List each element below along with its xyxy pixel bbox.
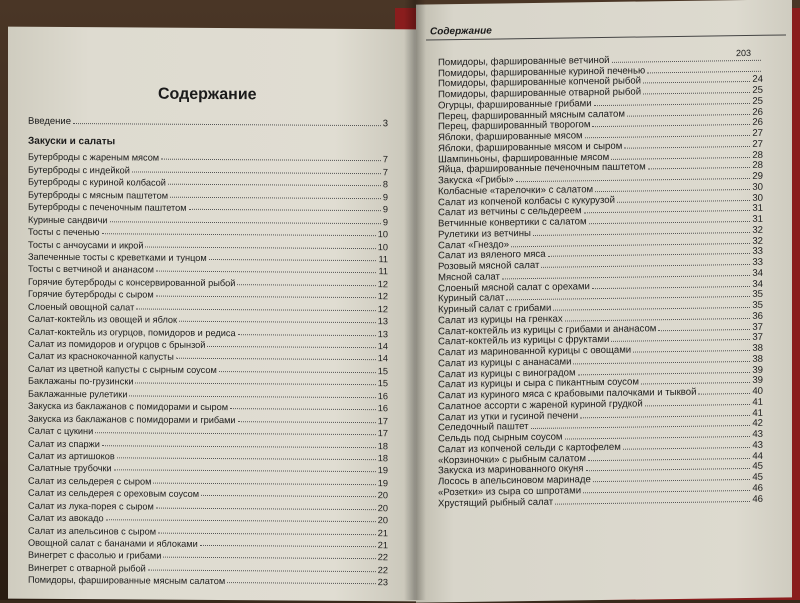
dot-leader [592, 285, 750, 288]
toc-entry-label: Яблоки, фаршированные мясом и сыром [438, 140, 623, 155]
toc-entry-label: Салат из краснокочанной капусты [28, 351, 174, 363]
dot-leader [645, 404, 751, 406]
toc-entry-page: 10 [377, 229, 388, 240]
toc-entry-page: 20 [377, 490, 388, 501]
dot-leader [533, 232, 750, 236]
toc-entry-page: 33 [752, 256, 763, 268]
toc-entry-page: 15 [377, 378, 388, 389]
toc-entry-page: 46 [752, 482, 763, 494]
toc-entry-label: Лосось в апельсиновом маринаде [438, 474, 591, 488]
dot-leader [584, 210, 751, 213]
toc-entry-page: 9 [382, 216, 388, 227]
toc-entry-page: 9 [382, 191, 388, 202]
toc-entry-page: 21 [377, 527, 388, 538]
toc-entry-label: Салат из сельдерея с ореховым соусом [28, 487, 200, 500]
dot-leader [156, 507, 376, 510]
dot-leader [611, 339, 750, 342]
toc-entry-page: 18 [377, 453, 388, 464]
toc-entry-page: 30 [752, 192, 763, 204]
toc-entry-label: Бутерброды с индейкой [28, 164, 130, 176]
toc-entry-label: Введение [28, 115, 72, 128]
right-page [416, 0, 792, 603]
toc-entry-label: Яйца, фаршированные печеночным паштетом [438, 161, 646, 176]
dot-leader [110, 221, 381, 224]
toc-entry-page: 26 [752, 117, 763, 129]
toc-entry-label: Баклажаны по-грузински [28, 376, 134, 387]
toc-entry-label: Салат из куриного мяса с крабовыми палочками и тыквой [438, 386, 697, 402]
dot-leader [565, 318, 751, 322]
dot-leader [156, 271, 376, 274]
toc-entry-page: 12 [377, 303, 388, 314]
toc-entry-label: Помидоры, фаршированные копченой рыбой [438, 75, 642, 90]
dot-leader [643, 92, 750, 94]
toc-entry-page: 9 [382, 204, 388, 215]
toc-entry [28, 573, 388, 588]
toc-entry-label: «Розетки» из сыра со шпротами [438, 485, 582, 499]
toc-entry-page: 12 [377, 278, 388, 290]
dot-leader [633, 350, 750, 353]
toc-entry-label: Салат из цветной капусты с сырным соусом [28, 363, 217, 375]
running-head: Содержание [430, 25, 492, 38]
toc-entry-label: Салат-коктейль из курицы с фруктами [438, 334, 610, 348]
dot-leader [176, 358, 376, 360]
toc-entry-label: Салат из курицы с виноградом [438, 366, 576, 380]
toc-entry-label: Салат из лука-порея с сыром [28, 500, 154, 512]
toc-entry-label: Салат-коктейль из курицы с грибами и ананасом [438, 322, 657, 337]
toc-entry-label: Хрустящий рыбный салат [438, 496, 554, 509]
toc-entry-page: 24 [752, 74, 763, 86]
dot-leader [648, 167, 751, 169]
toc-entry-label: Винегрет с отварной рыбой [28, 562, 146, 574]
dot-leader [114, 470, 376, 473]
toc-entry-label: Закуска из маринованного окуня [438, 463, 584, 477]
dot-leader [219, 371, 376, 373]
toc-entry-page: 31 [752, 203, 763, 215]
toc-entry-page: 25 [752, 84, 763, 96]
toc-entry-page: 10 [377, 241, 388, 252]
dot-leader [237, 284, 375, 286]
dot-leader [145, 246, 375, 249]
toc-entry-page: 33 [752, 246, 763, 258]
toc-entry-label: Салат-коктейль из овощей и яблок [28, 313, 178, 325]
toc-entry [28, 411, 388, 426]
dot-leader [643, 81, 750, 83]
dot-leader [106, 519, 376, 522]
toc-entry-label: Салат из копченой колбасы с кукурузой [438, 194, 615, 208]
toc-entry-label: Закуска «Грибы» [438, 174, 514, 187]
toc-entry-label: Баклажанные рулетики [28, 388, 128, 400]
book-spine-shadow [404, 0, 426, 600]
toc-entry-page: 20 [377, 515, 388, 526]
toc-entry-label: Салат из курицы с ананасами [438, 356, 572, 370]
toc-entry-page: 14 [377, 353, 388, 364]
toc-entry-page: 27 [752, 127, 763, 139]
dot-leader [156, 296, 376, 299]
toc-entry-label: Салат из спаржи [28, 438, 100, 449]
toc-entry-page: 46 [752, 493, 763, 505]
toc-entry-page: 19 [377, 477, 388, 489]
toc-entry-label: Розовый мясной салат [438, 259, 540, 273]
toc-entry-label: Салатное ассорти с жареной куриной грудкой [438, 398, 643, 413]
dot-leader [135, 383, 375, 386]
toc-entry-label: Тосты с печенью [28, 226, 100, 238]
dot-leader [189, 209, 381, 211]
dot-leader [553, 307, 750, 311]
toc-entry-label: Помидоры, фаршированные отварной рыбой [438, 86, 642, 101]
dot-leader [627, 113, 750, 116]
toc-entry-label: Закуска из баклажанов с помидорами и сыром [28, 400, 229, 413]
dot-leader [548, 253, 751, 257]
toc-title: Содержание [158, 85, 257, 104]
dot-leader [541, 264, 750, 268]
dot-leader [117, 457, 376, 460]
dot-leader [73, 123, 381, 126]
toc-entry-label: Бутерброды с печеночным паштетом [28, 201, 187, 214]
toc-entry-page: 7 [382, 154, 388, 165]
toc-entry-label: Шампиньоны, фаршированные мясом [438, 151, 610, 165]
toc-entry-page: 17 [377, 415, 388, 426]
toc-entry-label: Салат из сельдерея с сыром [28, 475, 152, 487]
toc-entry-label: Салат из ветчины с сельдереем [438, 205, 582, 219]
toc-entry-page: 22 [377, 565, 388, 576]
toc-entry [28, 274, 388, 289]
toc-entry-page: 16 [377, 390, 388, 401]
dot-leader [238, 334, 376, 336]
toc-entry-page: 21 [377, 540, 388, 551]
toc-entry-label: Салат с цукини [28, 425, 94, 437]
dot-leader [623, 447, 750, 450]
toc-entry-page: 29 [752, 170, 763, 182]
dot-leader [594, 103, 751, 106]
toc-entry-label: Помидоры, фаршированные ветчиной [438, 54, 610, 69]
dot-leader [136, 308, 375, 311]
toc-entry-label: Куриный салат [438, 292, 505, 305]
dot-leader [595, 189, 750, 192]
toc-entry-page: 8 [382, 179, 388, 190]
toc-entry-page: 25 [752, 95, 763, 107]
toc-entry-label: Овощной салат с бананами и яблоками [28, 537, 198, 549]
toc-entry-label: Бутерброды с куриной колбасой [28, 177, 166, 188]
toc-entry-label: Бутерброды с мясным паштетом [28, 189, 169, 201]
toc-entry-page: 14 [377, 341, 388, 352]
dot-leader [580, 414, 750, 417]
toc-entry-page: 28 [752, 160, 763, 172]
toc-entry-page: 17 [377, 428, 388, 439]
left-page [8, 27, 416, 602]
dot-leader [132, 171, 381, 174]
toc-entry-page: 34 [752, 278, 763, 290]
dot-leader [658, 328, 750, 330]
toc-entry-page: 12 [377, 291, 388, 302]
toc-entry-page: 39 [752, 375, 763, 387]
toc-entry-page: 43 [752, 439, 763, 451]
toc-entry-label: Рулетики из ветчины [438, 227, 531, 241]
toc-entry [28, 361, 388, 376]
toc-entry-label: Ветчинные конвертики с салатом [438, 216, 587, 230]
toc-entry-label: Яблоки, фаршированные мясом [438, 130, 583, 144]
dot-leader [578, 371, 751, 374]
toc-entry-label: Салат из копченой сельди с картофелем [438, 441, 621, 456]
toc-entry-page: 30 [752, 181, 763, 193]
toc-entry [28, 324, 388, 339]
dot-leader [593, 479, 751, 482]
toc-entry-label: «Корзиночки» с рыбным салатом [438, 452, 586, 466]
dot-leader [573, 361, 750, 364]
dot-leader [624, 146, 750, 149]
dot-leader [200, 545, 376, 547]
toc-entry-label: Салат из артишоков [28, 450, 115, 462]
toc-entry-page: 19 [377, 465, 388, 476]
toc-entry-page: 11 [378, 266, 388, 277]
toc-entry-page: 41 [752, 407, 763, 419]
toc-entry-label: Слоеный овощной салат [28, 301, 135, 313]
toc-entry-label: Перец, фаршированный творогом [438, 119, 591, 133]
toc-entry-label: Куриный салат с грибами [438, 302, 552, 316]
dot-leader [95, 432, 376, 435]
toc-entry-page: 41 [752, 396, 763, 408]
toc-entry-label: Салат «Гнездо» [438, 238, 510, 251]
toc-entry-label: Бутерброды с жареным мясом [28, 152, 160, 164]
toc-entry-label: Салат-коктейль из огурцов, помидоров и редиса [28, 326, 236, 338]
toc-entry-page: 15 [377, 366, 388, 377]
toc-entry-label: Огурцы, фаршированные грибами [438, 97, 592, 112]
toc-entry-label: Тосты с анчоусами и икрой [28, 239, 144, 251]
toc-entry-label: Салат из маринованной курицы с овощами [438, 344, 632, 359]
page-number: 203 [736, 47, 752, 59]
dot-leader [617, 199, 750, 202]
dot-leader [238, 421, 376, 423]
toc-entry-label: Горячие бутерброды с консервированной рыбой [28, 276, 236, 288]
dot-leader [698, 393, 750, 395]
dot-leader [612, 60, 761, 63]
toc-entry-page: 32 [752, 235, 763, 247]
toc-entry-label: Салат из курицы и сыра с пикантным соусом [438, 376, 639, 391]
toc-entry-page: 40 [752, 385, 763, 397]
toc-entry-page: 26 [752, 106, 763, 118]
toc-entry-page: 23 [377, 577, 388, 588]
toc-entry-label: Запеченные тосты с креветками и тунцом [28, 251, 207, 263]
toc-entry-label: Горячие бутерброды с сыром [28, 288, 154, 300]
toc-entry-page: 39 [752, 364, 763, 376]
dot-leader [589, 221, 751, 224]
toc-entry-label: Салат из вяленого мяса [438, 249, 546, 262]
dot-leader [586, 468, 751, 471]
dot-leader [129, 395, 375, 398]
right-entry-list [438, 53, 763, 509]
toc-entry-label: Салат из утки и гусиной печени [438, 409, 579, 423]
toc-entry-page: 20 [377, 502, 388, 513]
dot-leader [641, 382, 750, 385]
toc-entry-label: Мясной салат [438, 271, 500, 284]
dot-leader [209, 259, 377, 261]
toc-entry-page: 45 [752, 461, 763, 473]
toc-entry-label: Салат из курицы на гренках [438, 313, 563, 327]
dot-leader [161, 159, 381, 162]
dot-leader [227, 582, 376, 584]
left-entry-list [28, 150, 388, 588]
toc-entry-label: Салат из авокадо [28, 512, 104, 524]
toc-entry-page: 42 [752, 418, 763, 430]
toc-entry-page: 44 [752, 450, 763, 462]
toc-entry-page: 36 [752, 310, 763, 322]
toc-entry-label: Салат из апельсинов с сыром [28, 525, 157, 537]
toc-entry-label: Салатные трубочки [28, 463, 112, 474]
toc-entry-page: 35 [752, 289, 763, 301]
toc-entry-label: Колбасные «тарелочки» с салатом [438, 183, 594, 198]
dot-leader [168, 184, 381, 186]
toc-entry-page: 22 [377, 552, 388, 563]
toc-entry-page: 13 [377, 316, 388, 327]
dot-leader [230, 408, 376, 410]
toc-entry-label: Сельдь под сырным соусом [438, 431, 563, 445]
toc-entry-page: 37 [752, 321, 763, 333]
toc-entry-page: 16 [377, 403, 388, 414]
dot-leader [565, 436, 751, 440]
toc-entry-label: Помидоры, фаршированные куриной печенью [438, 64, 646, 79]
toc-entry-page: 11 [378, 254, 388, 265]
toc-entry-label: Салат из помидоров и огурцов с брынзой [28, 338, 206, 350]
toc-entry-page: 35 [752, 299, 763, 311]
toc-entry [28, 115, 388, 130]
toc-entry-page: 32 [752, 224, 763, 236]
dot-leader [207, 346, 375, 348]
toc-entry-label: Винегрет с фасолью и грибами [28, 550, 162, 562]
toc-entry-label: Слоеный мясной салат с орехами [438, 280, 590, 294]
toc-entry-page: 28 [752, 149, 763, 161]
section-heading: Закуски и салаты [28, 135, 116, 148]
dot-leader [179, 321, 376, 323]
dot-leader [585, 135, 751, 138]
dot-leader [153, 482, 375, 485]
toc-entry-page: 37 [752, 332, 763, 344]
dot-leader [588, 457, 750, 460]
toc-entry-page: 38 [752, 342, 763, 354]
dot-leader [163, 557, 375, 559]
toc-entry-page: 3 [382, 118, 388, 130]
dot-leader [647, 70, 761, 73]
dot-leader [592, 124, 750, 127]
dot-leader [148, 569, 376, 572]
dot-leader [158, 532, 376, 535]
toc-entry-page: 13 [377, 328, 388, 339]
dot-leader [102, 233, 376, 236]
dot-leader [611, 156, 750, 159]
toc-entry-page: 31 [752, 213, 763, 225]
toc-entry-label: Селедочный паштет [438, 421, 529, 434]
dot-leader [555, 500, 750, 504]
intro-entry-list [28, 115, 388, 130]
toc-entry-page: 27 [752, 138, 763, 150]
toc-entry-page: 34 [752, 267, 763, 279]
dot-leader [583, 490, 750, 493]
toc-entry-label: Куриные сандвичи [28, 214, 108, 225]
toc-entry [28, 398, 388, 413]
toc-entry-page: 38 [752, 353, 763, 365]
toc-entry-label: Тосты с ветчиной и ананасом [28, 264, 154, 275]
toc-entry-page: 45 [752, 471, 763, 483]
dot-leader [102, 445, 376, 448]
toc-entry-label: Перец, фаршированный мясным салатом [438, 108, 625, 122]
toc-entry-label: Помидоры, фаршированные мясным салатом [28, 575, 226, 587]
dot-leader [201, 495, 376, 497]
toc-entry-page: 18 [377, 440, 388, 451]
dot-leader [170, 196, 381, 198]
toc-entry-label: Закуска из баклажанов с помидорами и грибами [28, 413, 236, 425]
toc-entry-page: 43 [752, 428, 763, 440]
toc-entry-page: 7 [382, 167, 388, 178]
